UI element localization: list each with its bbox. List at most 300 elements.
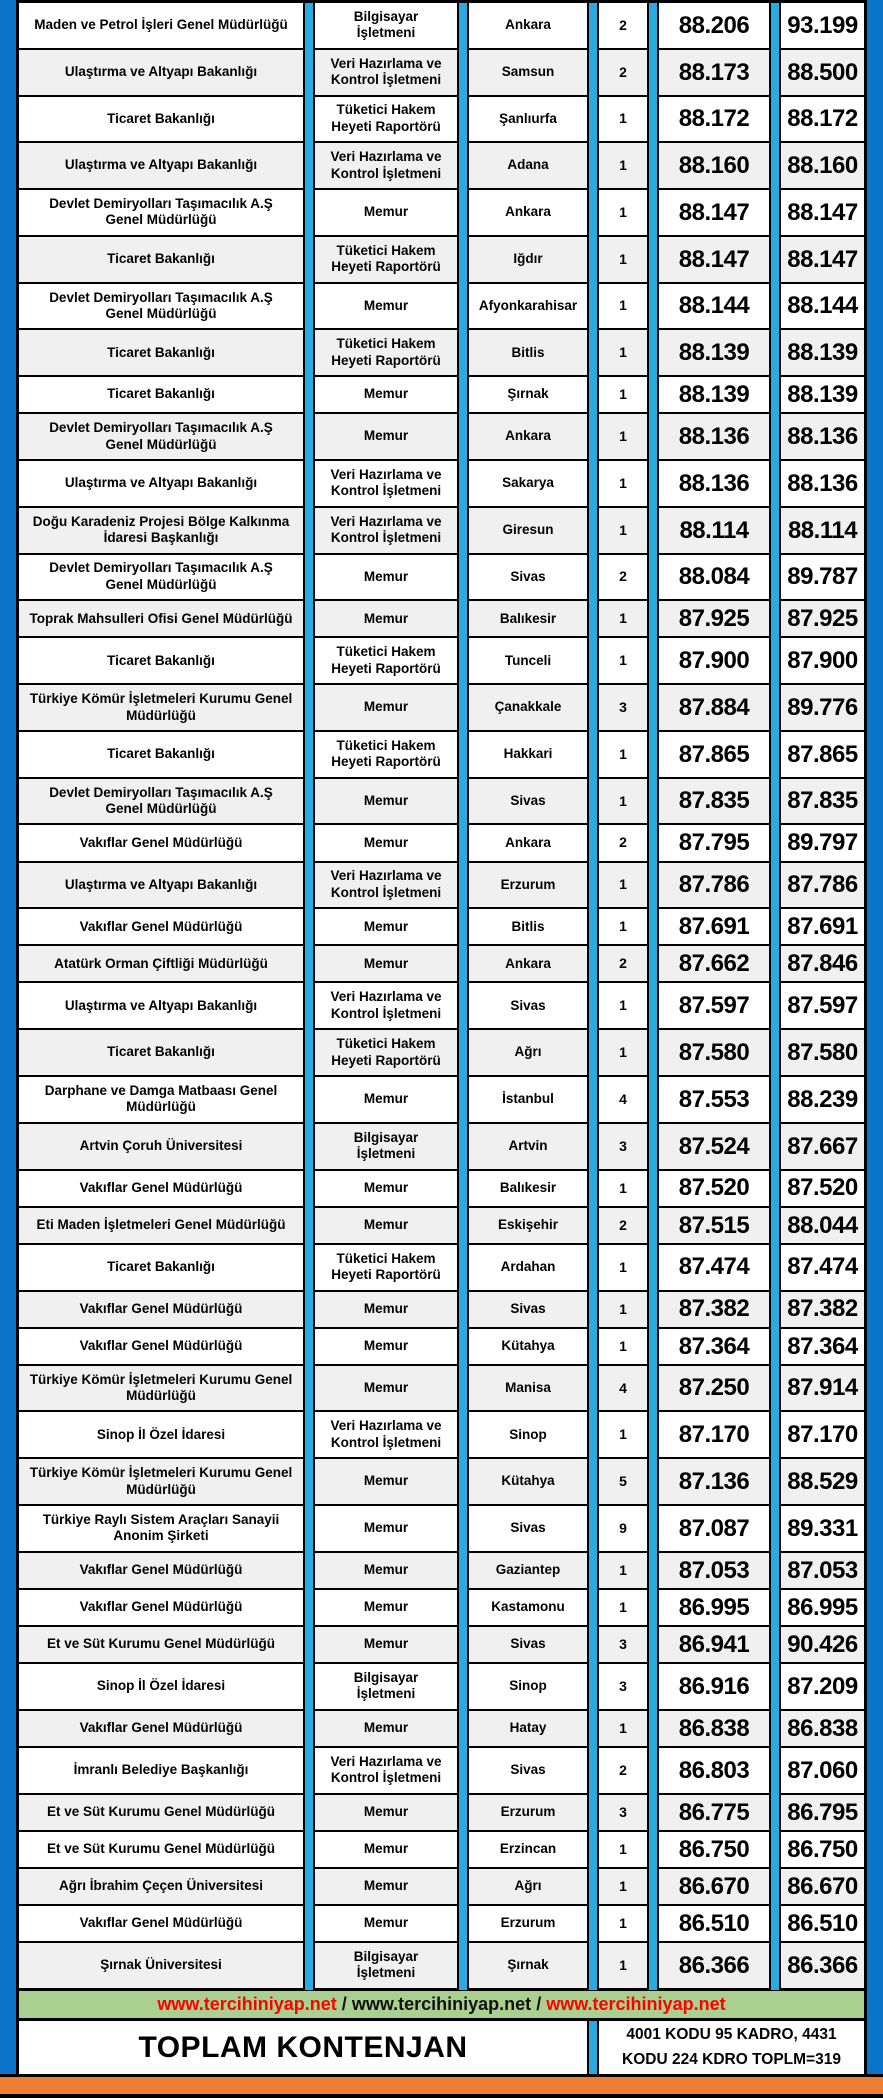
quota-count-cell: 1: [619, 1956, 627, 1973]
max-score-cell: 93.199: [787, 11, 858, 39]
table-row: [19, 779, 864, 826]
max-score-cell: 86.670: [787, 1872, 858, 1900]
city-cell: Hatay: [509, 1720, 547, 1736]
quota-count-cell: 1: [619, 745, 627, 762]
city-cell: Manisa: [505, 1379, 551, 1395]
quota-count-cell: 3: [619, 1635, 627, 1652]
city-cell: Ankara: [505, 17, 551, 33]
institution-cell: Et ve Süt Kurumu Genel Müdürlüğü: [46, 1803, 275, 1819]
min-score-cell: 88.114: [679, 516, 749, 544]
institution-cell: Toprak Mahsulleri Ofisi Genel Müdürlüğü: [29, 610, 293, 626]
max-score-cell: 88.136: [787, 469, 858, 497]
table-row: [19, 1711, 864, 1748]
max-score-cell: 87.846: [787, 950, 858, 978]
quota-count-cell: 3: [619, 1677, 627, 1694]
position-cell: Memur: [363, 1720, 409, 1736]
max-score-cell: 87.597: [787, 992, 858, 1020]
city-cell: Ardahan: [500, 1258, 556, 1274]
city-cell: Erzurum: [500, 1803, 556, 1819]
max-score-cell: 87.364: [787, 1332, 858, 1360]
city-cell: Erzincan: [499, 1841, 557, 1857]
institution-cell: Vakıflar Genel Müdürlüğü: [79, 1562, 243, 1578]
min-score-cell: 87.925: [678, 605, 750, 633]
table-row: [19, 1906, 864, 1943]
max-score-cell: 86.995: [787, 1593, 858, 1621]
quota-count-cell: 1: [619, 1044, 627, 1061]
table-row: [19, 1748, 864, 1795]
max-score-cell: 87.474: [787, 1253, 858, 1281]
max-score-cell: 89.787: [787, 563, 858, 591]
min-score-cell: 88.139: [678, 381, 750, 409]
institution-cell: Ticaret Bakanlığı: [107, 1258, 215, 1274]
min-score-cell: 88.144: [678, 292, 750, 320]
min-score-cell: 87.662: [678, 950, 750, 978]
quota-count-cell: 1: [619, 1179, 627, 1196]
position-cell: Tüketici Hakem Heyeti Raportörü: [331, 644, 441, 676]
min-score-cell: 87.170: [678, 1421, 750, 1449]
table-row: [19, 50, 864, 97]
quota-count-cell: 1: [619, 997, 627, 1014]
quota-count-cell: 1: [619, 474, 627, 491]
quota-count-cell: 1: [619, 203, 627, 220]
table-row: [19, 1077, 864, 1124]
quota-count-cell: 3: [619, 1137, 627, 1154]
institution-cell: Ticaret Bakanlığı: [107, 250, 215, 266]
max-score-cell: 87.667: [787, 1132, 858, 1160]
institution-cell: Sinop İl Özel İdaresi: [96, 1678, 226, 1694]
table-row: [19, 1590, 864, 1627]
city-cell: Sivas: [510, 1636, 546, 1652]
position-cell: Bilgisayar İşletmeni: [353, 1948, 419, 1981]
max-score-cell: 88.147: [787, 245, 858, 273]
position-cell: Memur: [363, 1915, 409, 1931]
quota-count-cell: 2: [619, 1761, 627, 1778]
city-cell: Şırnak: [507, 386, 549, 402]
max-score-cell: 86.750: [787, 1835, 858, 1863]
city-cell: Adana: [507, 157, 549, 173]
quota-count-cell: 3: [619, 698, 627, 715]
institution-cell: Devlet Demiryolları Taşımacılık A.Ş Genel Müdürlüğü: [49, 289, 273, 321]
max-score-cell: 86.838: [787, 1714, 858, 1742]
max-score-cell: 88.139: [787, 339, 858, 367]
max-score-cell: 90.426: [787, 1630, 858, 1658]
table-row: [19, 1208, 864, 1245]
min-score-cell: 87.136: [678, 1467, 750, 1495]
max-score-cell: 89.331: [787, 1514, 858, 1542]
city-cell: Erzurum: [500, 876, 556, 892]
table-row: [19, 190, 864, 237]
website-link[interactable]: www.tercihiniyap.net: [546, 1994, 726, 2014]
position-cell: Bilgisayar İşletmeni: [353, 8, 419, 41]
table-row: [19, 377, 864, 414]
city-cell: Sinop: [509, 1678, 547, 1694]
table-row: [19, 97, 864, 144]
quota-count-cell: 1: [619, 876, 627, 893]
city-cell: Kastamonu: [491, 1599, 565, 1615]
table-row: [19, 1329, 864, 1366]
min-score-cell: 87.691: [678, 913, 750, 941]
min-score-cell: 87.786: [678, 871, 750, 899]
quota-count-cell: 1: [619, 1840, 627, 1857]
min-score-cell: 87.884: [678, 693, 750, 721]
max-score-cell: 87.060: [787, 1756, 858, 1784]
table-row: [19, 1943, 864, 1990]
table-row: [19, 983, 864, 1030]
table-row: [19, 1664, 864, 1711]
institution-cell: Vakıflar Genel Müdürlüğü: [79, 1915, 243, 1931]
max-score-cell: 87.520: [787, 1174, 858, 1202]
max-score-cell: 87.900: [787, 647, 858, 675]
quota-count-cell: 1: [619, 1258, 627, 1275]
institution-cell: Vakıflar Genel Müdürlüğü: [79, 1300, 243, 1316]
position-cell: Tüketici Hakem Heyeti Raportörü: [331, 102, 441, 134]
institution-cell: Vakıflar Genel Müdürlüğü: [79, 834, 243, 850]
city-cell: Sinop: [509, 1426, 547, 1442]
institution-cell: Ticaret Bakanlığı: [107, 344, 215, 360]
institution-cell: Türkiye Kömür İşletmeleri Kurumu Genel Müdürlüğü: [29, 1465, 293, 1497]
max-score-cell: 88.044: [787, 1211, 858, 1239]
institution-cell: Devlet Demiryolları Taşımacılık A.Ş Genel Müdürlüğü: [49, 784, 273, 817]
links-bar: [19, 1990, 864, 2021]
min-score-cell: 88.147: [678, 245, 750, 273]
city-cell: Samsun: [501, 63, 555, 79]
institution-cell: Ağrı İbrahim Çeçen Üniversitesi: [58, 1878, 264, 1894]
position-cell: Memur: [363, 1179, 409, 1195]
institution-cell: Doğu Karadeniz Projesi Bölge Kalkınma İdaresi Başkanlığı: [32, 513, 290, 546]
quota-count-cell: 1: [619, 610, 627, 627]
city-cell: Ankara: [505, 834, 551, 850]
min-score-cell: 86.916: [678, 1672, 750, 1700]
position-cell: Memur: [363, 568, 409, 584]
table-row: [19, 3, 864, 50]
table-row: [19, 946, 864, 983]
table-row: [19, 863, 864, 910]
table-row: [19, 732, 864, 779]
position-cell: Memur: [363, 834, 409, 850]
max-score-cell: 87.925: [787, 605, 858, 633]
table-row: [19, 237, 864, 284]
table-row: [19, 1366, 864, 1413]
city-cell: Giresun: [502, 521, 554, 537]
max-score-cell: 88.136: [787, 422, 858, 450]
city-cell: Sivas: [510, 568, 546, 584]
min-score-cell: 88.136: [678, 469, 750, 497]
table-row: [19, 284, 864, 331]
max-score-cell: 88.500: [787, 58, 858, 86]
table-row: [19, 825, 864, 862]
position-cell: Tüketici Hakem Heyeti Raportörü: [331, 1250, 441, 1283]
table-row: [19, 685, 864, 732]
position-cell: Memur: [363, 1636, 409, 1652]
quota-count-cell: 3: [619, 1803, 627, 1820]
city-cell: Ankara: [505, 428, 551, 444]
institution-cell: Ulaştırma ve Altyapı Bakanlığı: [64, 475, 258, 491]
max-score-cell: 88.139: [787, 381, 858, 409]
quota-count-cell: 2: [619, 1216, 627, 1233]
institution-cell: Şırnak Üniversitesi: [100, 1957, 222, 1973]
institution-cell: Ulaştırma ve Altyapı Bakanlığı: [64, 157, 258, 173]
min-score-cell: 87.250: [678, 1374, 750, 1402]
min-score-cell: 87.364: [678, 1332, 750, 1360]
institution-cell: Türkiye Raylı Sistem Araçları Sanayii Anonim Şirketi: [42, 1511, 280, 1544]
institution-cell: Ulaştırma ve Altyapı Bakanlığı: [64, 63, 258, 79]
min-score-cell: 87.835: [678, 787, 750, 815]
city-cell: Iğdır: [513, 250, 543, 266]
table-row: [19, 143, 864, 190]
quota-count-cell: 1: [619, 1300, 627, 1317]
position-cell: Veri Hazırlama ve Kontrol İşletmeni: [330, 1753, 442, 1786]
max-score-cell: 88.172: [787, 105, 858, 133]
quota-count-cell: 5: [619, 1473, 627, 1490]
max-score-cell: 87.914: [787, 1374, 858, 1402]
min-score-cell: 86.366: [678, 1951, 750, 1979]
total-quota-label: TOPLAM KONTENJAN: [138, 2030, 468, 2064]
quota-count-cell: 1: [619, 918, 627, 935]
table-row: [19, 461, 864, 508]
max-score-cell: 87.691: [787, 913, 858, 941]
min-score-cell: 86.510: [678, 1909, 750, 1937]
link-separator: /: [336, 1994, 352, 2014]
position-cell: Memur: [363, 1473, 409, 1489]
min-score-cell: 87.865: [678, 740, 750, 768]
position-cell: Bilgisayar İşletmeni: [353, 1669, 419, 1702]
quota-count-cell: 1: [619, 792, 627, 809]
min-score-cell: 86.838: [678, 1714, 750, 1742]
bottom-orange-strip: [0, 2074, 883, 2098]
min-score-cell: 87.597: [678, 992, 750, 1020]
quota-count-cell: 1: [619, 1877, 627, 1894]
city-cell: Sivas: [510, 1300, 546, 1316]
city-cell: Ankara: [505, 204, 551, 220]
city-cell: Ağrı: [514, 1044, 542, 1060]
institution-cell: Atatürk Orman Çiftliği Müdürlüğü: [54, 955, 268, 971]
table-row: [19, 1627, 864, 1664]
max-score-cell: 87.786: [787, 871, 858, 899]
position-cell: Veri Hazırlama ve Kontrol İşletmeni: [330, 1418, 442, 1450]
quota-count-cell: 9: [619, 1519, 627, 1536]
max-score-cell: 88.529: [787, 1467, 858, 1495]
table-main: [16, 0, 867, 2074]
quota-count-cell: 1: [619, 428, 627, 445]
position-cell: Memur: [363, 1379, 409, 1395]
min-score-cell: 87.087: [678, 1514, 750, 1542]
total-quota-info: [599, 2021, 864, 2074]
quota-count-cell: 1: [619, 1426, 627, 1443]
position-cell: Veri Hazırlama ve Kontrol İşletmeni: [330, 989, 442, 1021]
city-cell: Afyonkarahisar: [478, 297, 578, 313]
city-cell: İstanbul: [502, 1091, 554, 1107]
min-score-cell: 87.524: [678, 1132, 750, 1160]
min-score-cell: 86.941: [678, 1630, 750, 1658]
quota-count-cell: 1: [619, 297, 627, 314]
min-score-cell: 88.147: [678, 198, 750, 226]
position-cell: Memur: [363, 1520, 409, 1536]
min-score-cell: 88.084: [678, 563, 750, 591]
quota-count-cell: 2: [619, 834, 627, 851]
table-row: [19, 508, 864, 555]
city-cell: Hakkari: [503, 746, 553, 762]
max-score-cell: 86.510: [787, 1909, 858, 1937]
position-cell: Memur: [363, 1091, 409, 1107]
quota-count-cell: 1: [619, 521, 627, 538]
position-cell: Memur: [363, 792, 409, 808]
institution-cell: Ulaştırma ve Altyapı Bakanlığı: [64, 997, 258, 1013]
quota-count-cell: 2: [619, 63, 627, 80]
position-cell: Veri Hazırlama ve Kontrol İşletmeni: [330, 149, 442, 181]
institution-cell: Vakıflar Genel Müdürlüğü: [79, 1720, 243, 1736]
quota-count-cell: 4: [619, 1379, 627, 1396]
position-cell: Memur: [363, 386, 409, 402]
city-cell: Bitlis: [511, 344, 545, 360]
position-cell: Memur: [363, 610, 409, 626]
city-cell: Artvin: [508, 1137, 548, 1153]
city-cell: Sivas: [510, 792, 546, 808]
position-cell: Memur: [363, 297, 409, 313]
quota-count-cell: 1: [619, 250, 627, 267]
position-cell: Veri Hazırlama ve Kontrol İşletmeni: [330, 868, 442, 900]
website-link[interactable]: www.tercihiniyap.net: [157, 1994, 337, 2014]
city-cell: Sivas: [510, 997, 546, 1013]
max-score-cell: 87.382: [787, 1295, 858, 1323]
institution-cell: Vakıflar Genel Müdürlüğü: [79, 1179, 243, 1195]
position-cell: Memur: [363, 428, 409, 444]
position-cell: Tüketici Hakem Heyeti Raportörü: [331, 737, 441, 770]
city-cell: Şırnak: [507, 1957, 549, 1973]
max-score-cell: 87.865: [787, 740, 858, 768]
quota-count-cell: 2: [619, 955, 627, 972]
quota-count-cell: 2: [619, 568, 627, 585]
column-separator: [587, 2021, 599, 2074]
max-score-cell: 87.170: [787, 1421, 858, 1449]
min-score-cell: 88.136: [678, 422, 750, 450]
website-link[interactable]: www.tercihiniyap.net: [351, 1994, 532, 2014]
table-row: [19, 1124, 864, 1171]
max-score-cell: 88.144: [787, 292, 858, 320]
table-row: [19, 1506, 864, 1553]
position-cell: Memur: [363, 204, 409, 220]
min-score-cell: 86.750: [678, 1835, 750, 1863]
total-info-line1: 4001 KODU 95 KADRO, 4431: [626, 2026, 837, 2044]
position-cell: Memur: [363, 1300, 409, 1316]
city-cell: Ankara: [505, 955, 551, 971]
min-score-cell: 87.515: [678, 1211, 750, 1239]
quota-count-cell: 1: [619, 1914, 627, 1931]
institution-cell: Devlet Demiryolları Taşımacılık A.Ş Genel Müdürlüğü: [49, 560, 273, 592]
quota-count-cell: 1: [619, 1337, 627, 1354]
city-cell: Balıkesir: [499, 610, 557, 626]
max-score-cell: 88.114: [787, 516, 858, 544]
table-row: [19, 1292, 864, 1329]
city-cell: Ağrı: [514, 1878, 542, 1894]
institution-cell: Ticaret Bakanlığı: [107, 1044, 215, 1060]
total-info-line2: KODU 224 KDRO TOPLM=319: [622, 2050, 841, 2068]
position-cell: Bilgisayar İşletmeni: [353, 1129, 419, 1162]
institution-cell: Ticaret Bakanlığı: [107, 386, 215, 402]
min-score-cell: 86.670: [678, 1872, 750, 1900]
table-row: [19, 1171, 864, 1208]
city-cell: Balıkesir: [499, 1179, 557, 1195]
city-cell: Sakarya: [502, 475, 554, 491]
position-cell: Memur: [363, 1337, 409, 1353]
quota-count-cell: 1: [619, 386, 627, 403]
position-cell: Memur: [363, 1599, 409, 1615]
institution-cell: Devlet Demiryolları Taşımacılık A.Ş Genel Müdürlüğü: [49, 420, 273, 452]
institution-cell: Maden ve Petrol İşleri Genel Müdürlüğü: [34, 17, 288, 33]
min-score-cell: 86.803: [678, 1756, 750, 1784]
table-row: [19, 1553, 864, 1590]
institution-cell: Vakıflar Genel Müdürlüğü: [79, 918, 243, 934]
position-cell: Veri Hazırlama ve Kontrol İşletmeni: [330, 55, 442, 88]
quota-count-cell: 1: [619, 157, 627, 174]
position-cell: Memur: [363, 699, 409, 715]
city-cell: Bitlis: [511, 918, 545, 934]
position-cell: Memur: [363, 1878, 409, 1894]
max-score-cell: 87.580: [787, 1039, 858, 1066]
quota-count-cell: 2: [619, 16, 627, 33]
quota-count-cell: 1: [619, 1719, 627, 1736]
position-cell: Memur: [363, 955, 409, 971]
min-score-cell: 87.900: [678, 647, 750, 675]
institution-cell: Darphane ve Damga Matbaası Genel Müdürlüğü: [44, 1082, 278, 1115]
max-score-cell: 86.795: [787, 1798, 858, 1826]
table-row: [19, 1459, 864, 1506]
city-cell: Kütahya: [501, 1473, 555, 1489]
min-score-cell: 87.580: [678, 1039, 750, 1066]
institution-cell: Ulaştırma ve Altyapı Bakanlığı: [64, 876, 258, 892]
table-row: [19, 1030, 864, 1077]
max-score-cell: 88.160: [787, 152, 858, 180]
city-cell: Sivas: [510, 1762, 546, 1778]
position-cell: Veri Hazırlama ve Kontrol İşletmeni: [330, 513, 442, 546]
quota-count-cell: 4: [619, 1090, 627, 1107]
min-score-cell: 86.995: [678, 1593, 750, 1621]
city-cell: Erzurum: [500, 1915, 556, 1931]
table-row: [19, 909, 864, 946]
quota-count-cell: 1: [619, 1598, 627, 1615]
min-score-cell: 88.172: [678, 105, 750, 133]
max-score-cell: 89.797: [787, 829, 858, 857]
institution-cell: Artvin Çoruh Üniversitesi: [79, 1137, 243, 1153]
position-cell: Memur: [363, 1841, 409, 1857]
institution-cell: Türkiye Kömür İşletmeleri Kurumu Genel Müdürlüğü: [29, 1371, 293, 1404]
institution-cell: Vakıflar Genel Müdürlüğü: [79, 1337, 243, 1353]
max-score-cell: 87.209: [787, 1672, 858, 1700]
table-row: [19, 555, 864, 602]
city-cell: Eskişehir: [497, 1216, 559, 1232]
max-score-cell: 87.835: [787, 787, 858, 815]
max-score-cell: 89.776: [787, 693, 858, 721]
position-cell: Veri Hazırlama ve Kontrol İşletmeni: [330, 466, 442, 499]
city-cell: Tunceli: [504, 652, 552, 668]
institution-cell: Vakıflar Genel Müdürlüğü: [79, 1599, 243, 1615]
institution-cell: Et ve Süt Kurumu Genel Müdürlüğü: [46, 1841, 275, 1857]
min-score-cell: 88.173: [678, 58, 750, 86]
institution-cell: Devlet Demiryolları Taşımacılık A.Ş Genel Müdürlüğü: [49, 195, 273, 228]
min-score-cell: 86.775: [678, 1798, 750, 1826]
max-score-cell: 88.239: [787, 1085, 858, 1113]
max-score-cell: 88.147: [787, 198, 858, 226]
min-score-cell: 88.139: [678, 339, 750, 367]
position-cell: Tüketici Hakem Heyeti Raportörü: [331, 336, 441, 368]
right-blue-frame: [867, 0, 883, 2074]
table-row: [19, 638, 864, 685]
min-score-cell: 87.795: [678, 829, 750, 857]
table-row: [19, 1795, 864, 1832]
quota-count-cell: 1: [619, 110, 627, 127]
link-separator: /: [531, 1994, 547, 2014]
table-row: [19, 601, 864, 638]
table-row: [19, 1412, 864, 1459]
